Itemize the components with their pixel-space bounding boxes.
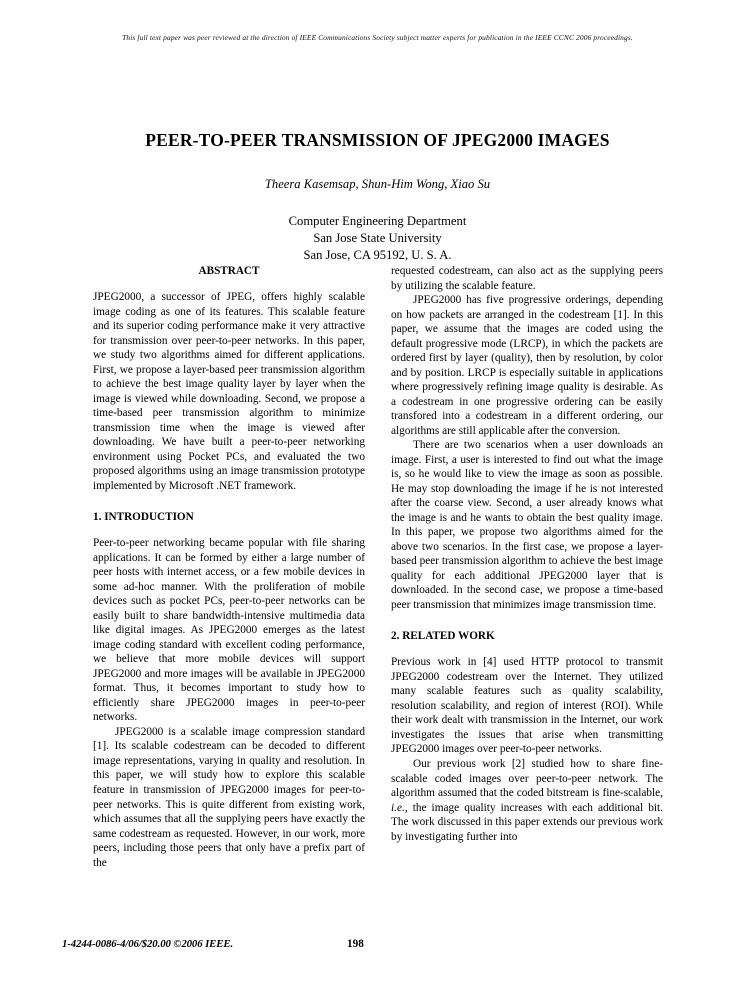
related-work-paragraph-2 <box>391 757 663 844</box>
introduction-paragraph-4: There are two scenarios when a user downloads an image. First, a user is interested to find out what the image is, so he would like to view the image as soon as possible. He may stop downloading the image if he is not interested after the coarse view. Second, a user already knows what the image is and he wants to obtain the best quality image. In this paper, we propose two algorithms aimed for the above two scenarios. In the first case, we propose a layer-based peer transmission algorithm to achieve the best image quality for each additional JPEG2000 layer that is downloaded. In the second case, we propose a time-based peer transmission that minimizes image transmission time. <box>391 439 663 611</box>
page-title: PEER-TO-PEER TRANSMISSION OF JPEG2000 IMAGES <box>145 130 610 150</box>
abstract-heading: ABSTRACT <box>198 265 260 277</box>
affiliation-address: San Jose, CA 95192, U. S. A. <box>303 247 452 262</box>
page-number: 198 <box>347 938 364 950</box>
introduction-paragraph-1: Peer-to-peer networking became popular with file sharing applications. It can be formed by either a large number of peer hosts with internet access, or a few mobile devices in some ad-hoc manner. With the proliferation of mobile devices such as pocket PCs, peer-to-peer networks can be easily built to share bandwidth-intensive multimedia data like digital images. As JPEG2000 emerges as the latest image coding standard with excellent coding performance, we believe that more mobile devices will support JPEG2000 and more images will be available in JPEG2000 format. Thus, it becomes important to study how to efficiently share JPEG2000 images in peer-to-peer networks. <box>93 537 365 724</box>
title-block <box>62 130 693 263</box>
section-spacer <box>391 612 663 629</box>
related-work-heading: 2. RELATED WORK <box>391 630 495 643</box>
right-column <box>391 264 663 844</box>
related-work-paragraph-2-part-a: Our previous work [2] studied how to share fine-scalable coded images over peer-to-peer network. The algorithm assumed that the coded bitstream is fine-scalable, <box>391 757 663 800</box>
abstract-text: JPEG2000, a successor of JPEG, offers highly scalable image coding as one of its features. This scalable feature and its superior coding performance make it very attractive for transmission over peer-to-peer networks. In this paper, we study two algorithms aimed for different applications. First, we propose a layer-based peer transmission algorithm to achieve the best image quality layer by layer when the image is viewed while downloading. Second, we propose a time-based peer transmission algorithm to minimize transmission time when the image is viewed after downloading. We have built a peer-to-peer networking environment using Pocket PCs, and evaluated the two proposed algorithms using an image transmission prototype implemented by Microsoft .NET framework. <box>93 291 365 492</box>
introduction-paragraph-3: JPEG2000 has five progressive orderings, depending on how packets are arranged in the codestream [1]. In this paper, we assume that the images are coded using the default progressive mode (LRCP), in which the packets are ordered first by layer (quality), then by resolution, by color and by position. LRCP is especially suitable in applications where progressively refining image quality is desirable. As a codestream in one progressive ordering can be easily transfored into a codestream in a different ordering, our algorithms are still applicable after the conversion. <box>391 294 663 437</box>
section-spacer <box>93 493 365 510</box>
copyright-notice: 1-4244-0086-4/06/$20.00 ©2006 IEEE. <box>62 938 234 950</box>
affiliation-block <box>62 213 693 263</box>
body-columns <box>93 264 663 904</box>
introduction-heading: 1. INTRODUCTION <box>93 511 194 524</box>
author-list: Theera Kasemsap, Shun-Him Wong, Xiao Su <box>264 177 491 191</box>
affiliation-department: Computer Engineering Department <box>288 214 467 229</box>
left-column <box>93 264 365 870</box>
related-work-paragraph-1: Previous work in [4] used HTTP protocol to transmit JPEG2000 codestream over the Internet. They utilized many scalable features such as quality scalability, resolution scalability, and region of interest (ROI). While their work dealt with transmission in the Internet, our work investigates the issues that arise when transmitting JPEG2000 images over peer-to-peer networks. <box>391 656 663 756</box>
page-footer <box>62 938 693 958</box>
related-work-paragraph-2-part-b: , the image quality increases with each additional bit. The work discussed in this paper extends our previous work by investigating further into <box>391 801 663 843</box>
affiliation-university: San Jose State University <box>313 230 442 245</box>
introduction-paragraph-2: JPEG2000 is a scalable image compression standard [1]. Its scalable codestream can be decoded to different image representations, varying in quality and resolution. In this paper, we will study how to explore this scalable feature in transmission of JPEG2000 images for peer-to-peer networks. This is quite different from existing work, which assumes that all the supplying peers have exactly the same codestream as requested. However, in our work, more peers, including those peers that only have a prefix part of the <box>93 725 365 869</box>
continued-paragraph: requested codestream, can also act as the supplying peers by utilizing the scalable feature. <box>391 265 663 292</box>
peer-review-note: This full text paper was peer reviewed at the direction of IEEE Communications Society subject matter experts for publication in the IEEE CCNC 2006 proceedings. <box>122 33 633 42</box>
latin-abbreviation-ie: i.e. <box>391 801 405 814</box>
